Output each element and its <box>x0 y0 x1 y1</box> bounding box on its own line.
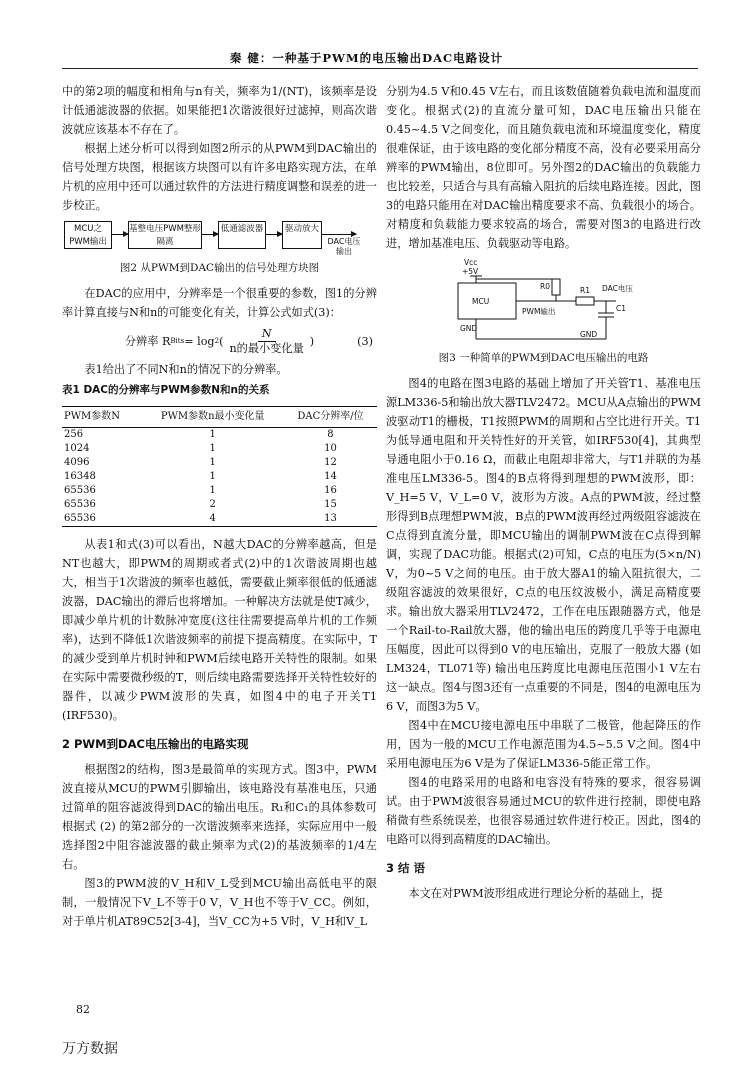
c1-label: C1 <box>616 304 627 313</box>
table-cell: 14 <box>324 471 337 482</box>
table-header: PWM参数N <box>62 407 141 428</box>
table-cell: 1024 <box>64 443 90 454</box>
left-column <box>62 82 377 931</box>
paragraph: 图4的电路采用的电路和电容没有特殊的要求，很容易调试。由于PWM波很容易通过MCU的软件进行控制，即使电路稍微有些系统误差，也很容易通过软件进行校正。因此，图4的电路可以得到高精度的DAC输出。 <box>386 776 701 846</box>
arrow <box>322 234 356 235</box>
paragraph: 中的第2项的幅度和相角与n有关，频率为1/(NT)，该频率是设计低通滤波器的依据。如果能把1次谐波很好过滤掉，则高次谐波就应该基本不存在了。 <box>62 85 377 136</box>
running-header: 秦 健：一种基于PWM的电压输出DAC电路设计 <box>229 51 504 65</box>
table-cell: 16348 <box>64 471 96 482</box>
table-cell: 1 <box>209 471 216 482</box>
paragraph: 表1给出了不同N和n的情况下的分辨率。 <box>84 363 288 376</box>
r0-label: R0 <box>540 282 550 291</box>
r1-label: R1 <box>580 286 590 295</box>
table-cell: 1 <box>209 429 216 440</box>
block-lowpass: 低通滤波器 <box>218 221 266 249</box>
paragraph: 图4的电路在图3电路的基础上增加了开关管T1、基准电压源LM336-5和输出放大器TLV2472。MCU从A点输出的PWM波驱动T1的栅极，T1按照PWM的周期和占空比进行开关。T1为低导通电阻和开关特性好的开关管，如IRF530[4]，其典型导通电阻小于0.16 Ω，而截止电阻却非常大，与T1并联的为基准电压LM336-5。图4的B点将得到理想的PWM波形，即：V_H=5 V，V_L=0 V，波形为方波。A点的PWM波，经过整形得到B点理想PWM波，B点的PWM波再经过两级阻容滤波在C点得到直流分量，即MCU输出的调制PWM波在C点得到解调，实现了DAC功能。根据式(2)可知，C点的电压为(5×n/N) V，为0~5 V之间的电压。由于放大器A1的输入阻抗很大，二级阻容滤波的效果很好，C点的电压纹波极小，满足高精度要求。输出放大器采用TLV2472，工作在电压跟随器方式，他是一个Rail-to-Rail放大器，他的输出电压的跨度几乎等于电源电压幅度，因此可以得到0 V的电压输出，克服了一般放大器 (如LM324，TL071等) 输出电压跨度比电源电压范围小1 V左右这一缺点。图4与图3还有一点重要的不同是，图4的电源电压为6 V，而图3为5 V。 <box>386 377 701 713</box>
gnd-label: GND <box>460 324 478 333</box>
vcc-label: Vcc <box>464 258 478 267</box>
table-cell: 10 <box>324 443 337 454</box>
table-row <box>62 470 377 484</box>
paragraph: 图3的PWM波的V_H和V_L受到MCU输出高低电平的限制，一般情况下V_L不等于0 V，V_H也不等于V_CC。例如，对于单片机AT89C52[3-4]，当V_CC为+5 V时，V_H和V_L <box>62 877 377 928</box>
paragraph: 根据上述分析可以得到如图2所示的从PWM到DAC输出的信号处理方块图，根据该方块图可以有许多电路实现方法，在单片机的应用中还可以通过软件的方法进行精度调整和误差的进一步校正。 <box>62 142 377 212</box>
right-column <box>386 82 701 903</box>
formula-eq: = log <box>184 334 215 348</box>
figure-2-caption: 图2 从PWM到DAC输出的信号处理方块图 <box>119 262 320 274</box>
figure-3-circuit <box>456 257 701 347</box>
table-cell: 256 <box>64 429 84 440</box>
block-driver: 驱动放大 <box>282 221 322 249</box>
table-cell: 16 <box>324 485 337 496</box>
circuit-diagram <box>456 257 656 341</box>
table-1-body <box>62 428 377 527</box>
table-cell: 13 <box>284 512 377 527</box>
table-row <box>62 484 377 498</box>
formula-denominator: n的最小变化量 <box>229 341 304 355</box>
table-1 <box>62 406 377 527</box>
arrow <box>202 234 218 235</box>
table-header: PWM参数n最小变化量 <box>141 407 284 428</box>
dac-voltage-label: DAC电压 <box>602 284 633 293</box>
table-1-caption: 表1 DAC的分辨率与PWM参数N和n的关系 <box>62 384 270 396</box>
table-cell: 65536 <box>64 499 96 510</box>
resistor-r1 <box>576 297 594 305</box>
paragraph: 图4中在MCU接电源电压中串联了二极管，他起降压的作用，因为一般的MCU工作电源范围为4.5~5.5 V之间。图4中采用电源电压为6 V是为了保证LM336-5能正常工作。 <box>386 719 701 770</box>
pwm-output-label: PWM输出 <box>522 307 556 316</box>
mcu-label: MCU <box>472 297 490 306</box>
table-cell: 1 <box>209 457 216 468</box>
page-number: 82 <box>76 1003 90 1016</box>
block-mcu-pwm: MCU之PWM输出 <box>64 221 112 249</box>
table-cell: 8 <box>327 429 334 440</box>
table-cell: 12 <box>324 457 337 468</box>
table-cell: 1 <box>209 485 216 496</box>
plus5-label: +5V <box>462 267 479 276</box>
paragraph: 从表1和式(3)可以看出，N越大DAC的分辨率越高，但是NT也越大，即PWM的周期或者式(2)中的1次谐波周期也越大，相当于1次谐波的频率也越低，需要截止频率很低的低通滤波器，DAC输出的滞后也将增加。一种解决方法就是使T减少，即减少单片机的计数脉冲宽度(这往往需要提高单片机的工作频率)，达到不降低1次谐波频率的前提下提高精度。在实际中，T的减少受到单片机时钟和PWM后续电路开关特性的限制。如果在实际中需要微秒级的T，则后续电路需要选择开关特性较好的器件，以减少PWM波形的失真，如图4中的电子开关T1 (IRF530)。 <box>62 538 377 722</box>
dac-output-label: DAC电压输出 <box>327 237 361 256</box>
paragraph: 分别为4.5 V和0.45 V左右，而且该数值随着负载电流和温度而变化。根据式(2)的直流分量可知，DAC电压输出只能在0.45~4.5 V之间变化，而且随负载电流和环境温度变化，精度很难保证，由于该电路的变化部分精度不高，没有必要采用高分辨率的PWM输出，8位即可。另外图2的DAC输出的负载能力也比较差，只适合与具有高输入阻抗的后续电路连接。因此，图3的电路只能用在对DAC输出精度要求不高、负载很小的场合。对精度和负载能力要求较高的场合，需要对图3的电路进行改进，增加基准电压、负载驱动等电路。 <box>386 85 701 250</box>
arrow <box>266 234 282 235</box>
table-row <box>62 456 377 470</box>
table-cell: 4096 <box>64 457 90 468</box>
section-heading: 3 结 语 <box>386 861 426 875</box>
table-header: DAC分辨率/位 <box>284 407 377 428</box>
gnd2-label: GND <box>580 330 598 339</box>
header-rule <box>62 68 698 69</box>
table-cell: 2 <box>209 499 216 510</box>
formula-fraction <box>225 327 307 356</box>
block-shaping: 基整电压PWM整形隔离 <box>128 221 202 249</box>
formula-lhs: 分辨率 R <box>124 334 171 348</box>
paragraph: 在DAC的应用中，分辨率是一个很重要的参数，图1的分辨率计算直接与N和n的可能变化有关，计算公式如式(3)： <box>62 287 377 319</box>
section-heading: 2 PWM到DAC电压输出的电路实现 <box>62 737 249 751</box>
table-cell: 65536 <box>64 485 96 496</box>
resistor-r0 <box>552 279 560 295</box>
table-row <box>62 512 377 527</box>
arrow <box>112 234 128 235</box>
table-cell: 65536 <box>62 512 141 527</box>
formula-number: (3) <box>357 334 373 348</box>
table-cell: 1 <box>209 443 216 454</box>
table-cell: 15 <box>324 499 337 510</box>
figure-2-block-diagram <box>62 219 377 256</box>
table-cell: 4 <box>141 512 284 527</box>
paragraph: 根据图2的结构，图3是最简单的实现方式。图3中，PWM波直接从MCU的PWM引脚输出，该电路没有基准电压，只通过简单的阻容滤波得到DAC的输出电压。R₁和C₁的具体参数可根据式 (2) 的第2部分的一次谐波频率来选择，实际应用中一般选择图2中阻容滤波器的截止频率为式(2)的基波频率的1/4左右。 <box>62 763 377 871</box>
paragraph: 本文在对PWM波形组成进行理论分析的基础上，提 <box>408 887 663 900</box>
table-row <box>62 498 377 512</box>
figure-3-caption: 图3 一种简单的PWM到DAC电压输出的电路 <box>438 352 649 364</box>
footer-watermark: 万方数据 <box>62 1041 118 1057</box>
table-row <box>62 428 377 443</box>
formula-3: 分辨率 R Bits = log 2 ( $\frac{N}{\text{n的最小变化量}}$ ) (3) <box>124 326 373 355</box>
table-row <box>62 442 377 456</box>
formula-numerator: N <box>258 327 276 342</box>
